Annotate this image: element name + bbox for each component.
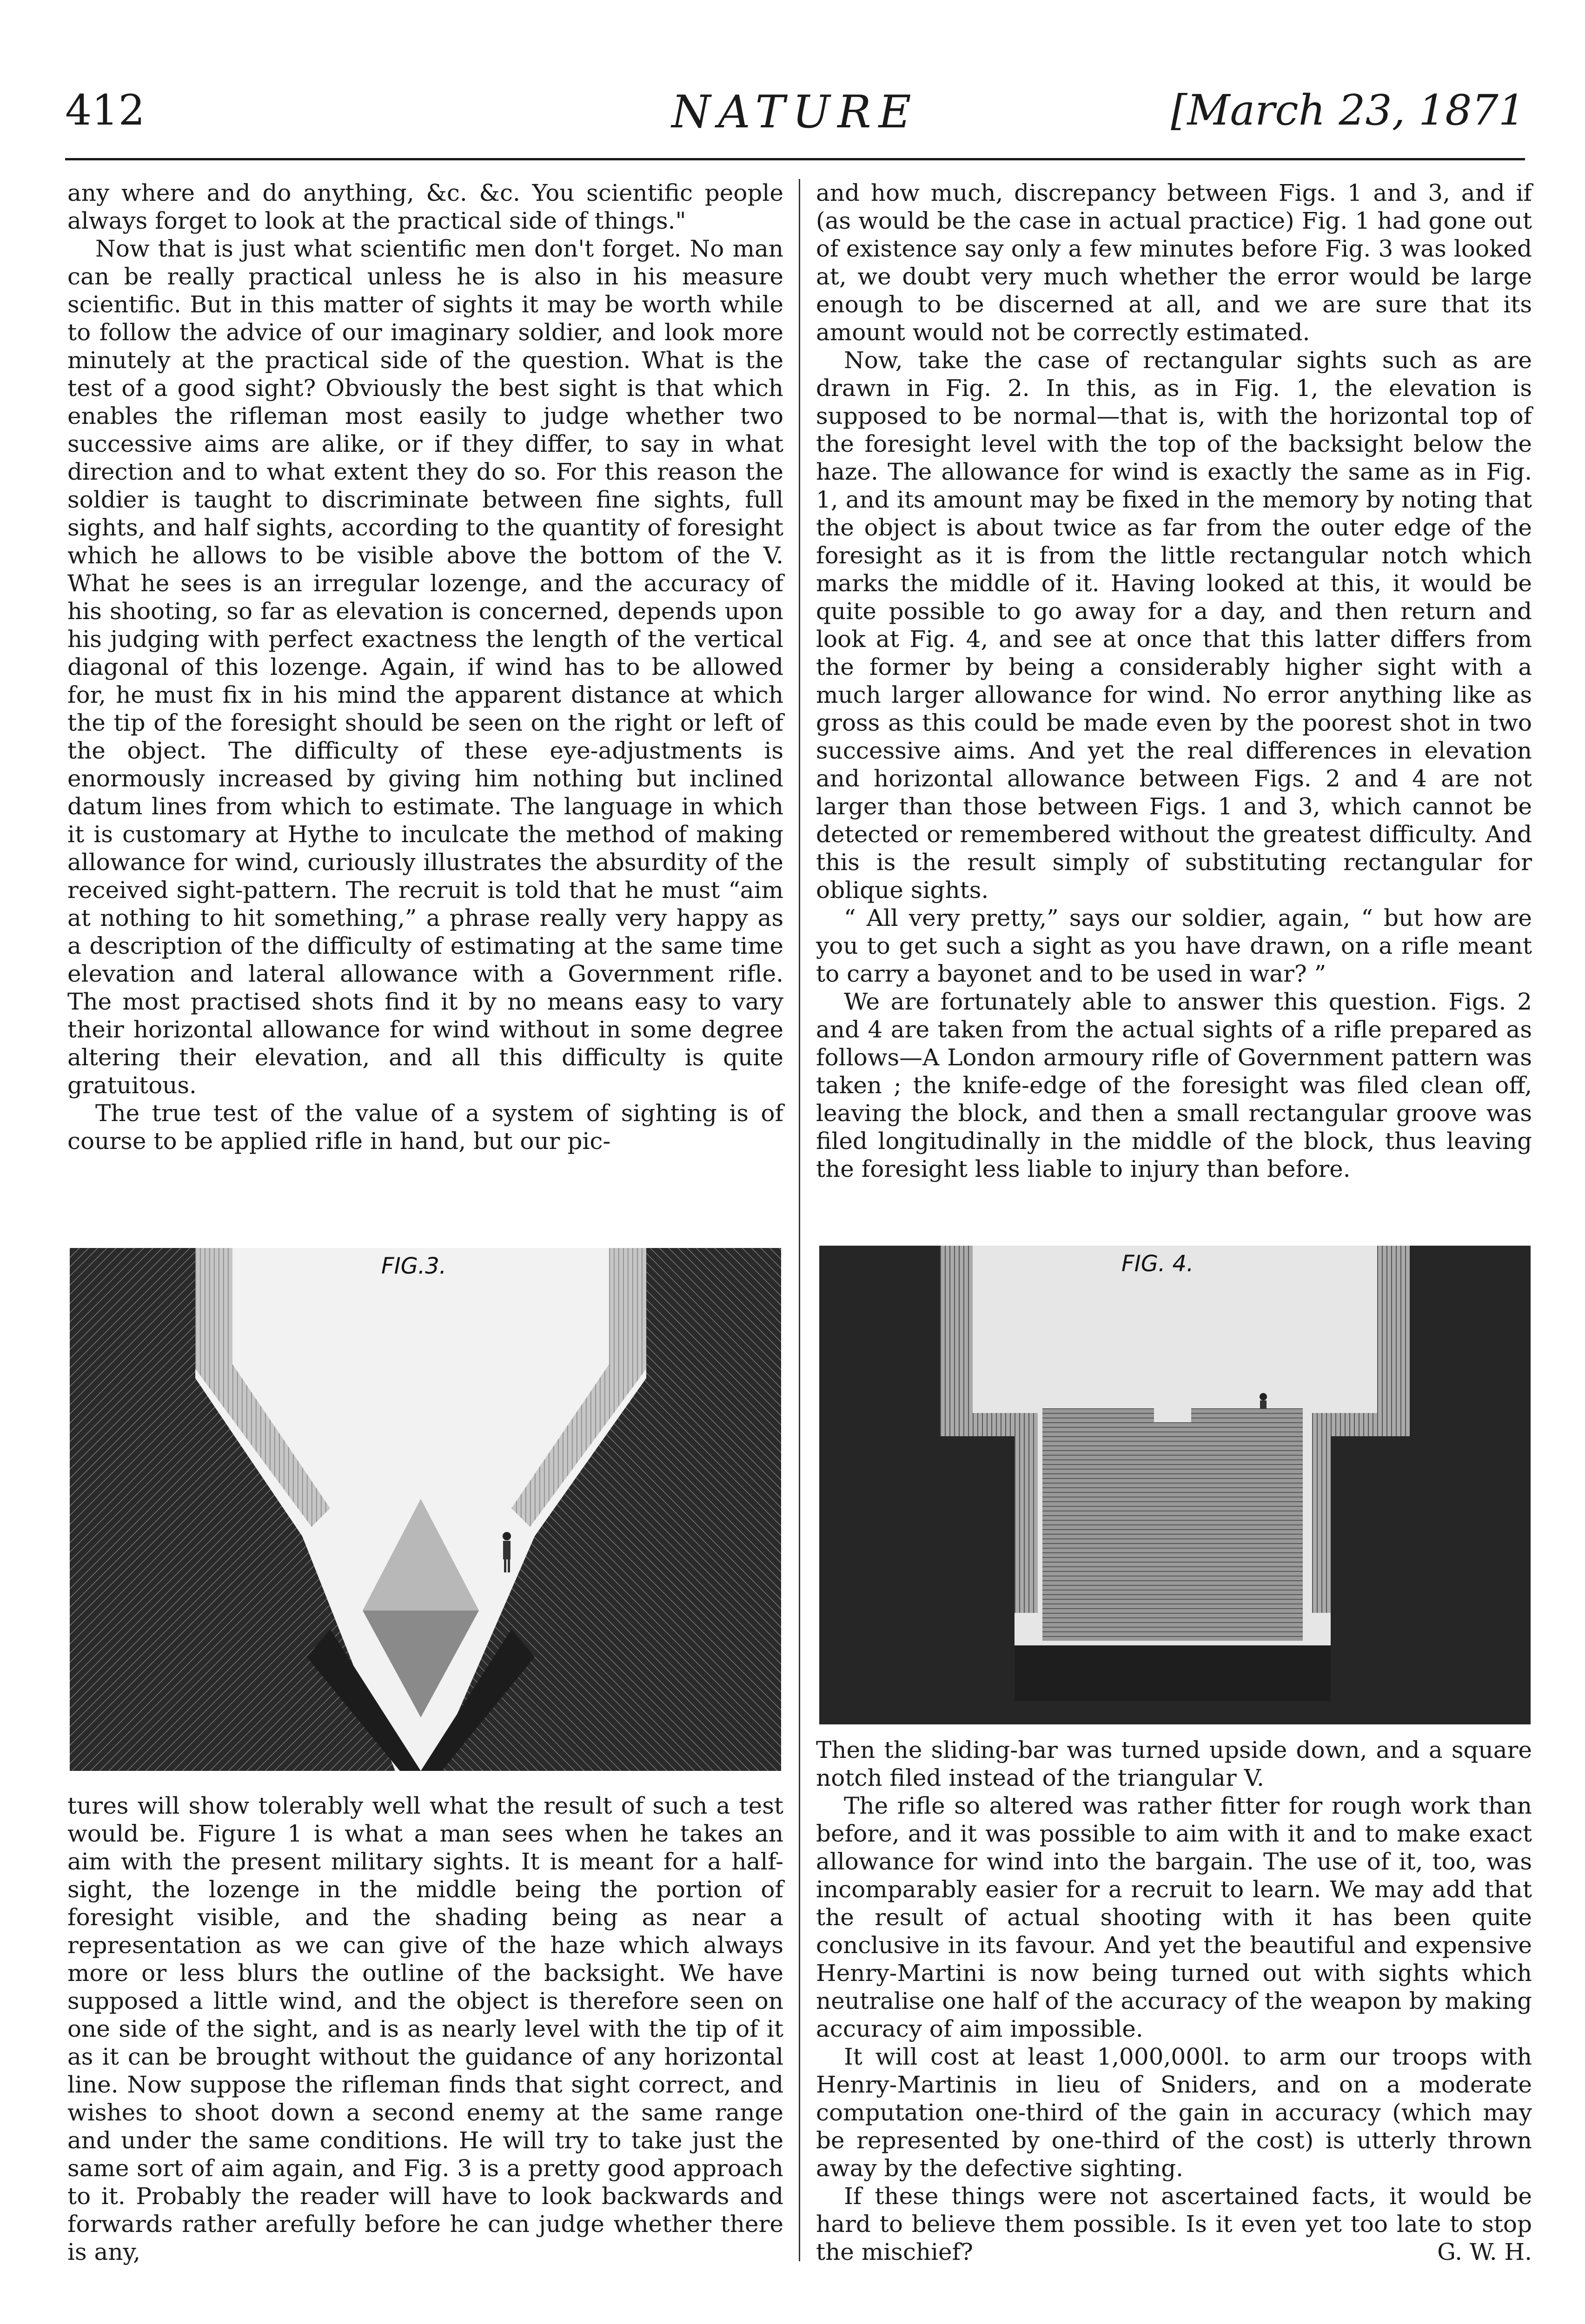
figure-3-illustration [70,1248,781,1771]
journal-masthead: NATURE [671,86,919,138]
paragraph: Now that is just what scientific men don't forget. No man can be really practical unless he is also in his measure scientific. But in this matter of sights it may be worth while to follow the advice of our imaginary soldier, and look more minutely at the practical side of the question. What is the test of a good sight? Obviously the best sight is that which enables the rifleman most easily to judge whether two successive aims are alike, or if they differ, to say in what direction and to what extent they do so. For this reason the soldier is taught to discriminate between fine sights, full sights, and half sights, according to the quantity of foresight which he allows to be visible above the bottom of the V. What he sees is an irregular lozenge, and the accuracy of his shooting, so far as elevation is concerned, depends upon his judging with perfect exactness the length of the vertical diagonal of this lozenge. Again, if wind has to be allowed for, he must fix in his mind the apparent distance at which the tip of the foresight should be seen on the right or left of the object. The difficulty of these eye-adjustments is enormously increased by giving him nothing but inclined datum lines from which to estimate. The language in which it is customary at Hythe to inculcate the method of making allowance for wind, curiously illustrates the absurdity of the received sight-pattern. The recruit is told that he must “aim at nothing to hit something,” a phrase really very happy as a description of the difficulty of estimating at the same time elevation and lateral allowance with a Government rifle. The most practised shots find it by no means easy to vary their horizontal allowance for wind without in some degree altering their elevation, and all this difficulty is quite gratuitous. [67,235,783,1099]
author-signature: G. W. H. [1437,2238,1532,2265]
right-column-bottom [816,1736,1532,2266]
target-figure [1260,1393,1267,1409]
page-header [65,86,1525,156]
paragraph: any where and do anything, &c. &c. You scientific people always forget to look at the practical side of things." [67,179,783,234]
paragraph: It will cost at least 1,000,000l. to arm our troops with Henry-Martinis in lieu of Sniders, and on a moderate computation one-third of the gain in accuracy (which may be represented by one-third of the cost) is utterly thrown away by the defective sighting. [816,2043,1532,2182]
figure-3 [70,1248,781,1771]
paragraph: and how much, discrepancy between Figs. 1 and 3, and if (as would be the case in actual practice) Fig. 1 had gone out of existence say only a few minutes before Fig. 3 was looked at, we doubt very much whether the error would be large enough to be discerned at all, and we are sure that its amount would not be correctly estimated. [816,179,1532,346]
figure-4-label: FIG. 4. [1121,1251,1194,1277]
paragraph: tures will show tolerably well what the result of such a test would be. Figure 1 is what a man sees when he takes an aim with the present military sights. It is meant for a half-sight, the lozenge in the middle being the portion of foresight visible, and the shading being as near a representation as we can give of the haze which always more or less blurs the outline of the backsight. We have supposed a little wind, and the object is therefore seen on one side of the sight, and is as nearly level with the tip of it as it can be brought without the guidance of any horizontal line. Now suppose the rifleman finds that sight correct, and wishes to shoot down a second enemy at the same range and under the same conditions. He will try to take just the same sort of aim again, and Fig. 3 is a pretty good approach to it. Probably the reader will have to look backwards and forwards rather arefully before he can judge whether there is any, [67,1792,783,2265]
foresight-block [1042,1408,1303,1641]
paragraph: “ All very pretty,” says our soldier, again, “ but how are you to get such a sight as you have drawn, on a rifle meant to carry a bayonet and to be used in war? ” [816,905,1532,987]
header-rule [65,158,1525,160]
page-number: 412 [65,86,145,135]
paragraph: We are fortunately able to answer this question. Figs. 2 and 4 are taken from the actual sights of a rifle prepared as follows—A London armoury rifle of Government pattern was taken ; the knife-edge of the foresight was filed clean off, leaving the block, and then a small rectangular groove was filed longitudinally in the middle of the block, thus leaving the foresight less liable to injury than before. [816,988,1532,1182]
paragraph: Now, take the case of rectangular sights such as are drawn in Fig. 2. In this, as in Fig. 1, the elevation is supposed to be normal—that is, with the horizontal top of the foresight level with the top of the backsight below the haze. The allowance for wind is exactly the same as in Fig. 1, and its amount may be fixed in the memory by noting that the object is about twice as far from the outer edge of the foresight as it is from the little rectangular notch which marks the middle of it. Having looked at this, it would be quite possible to go away for a day, and then return and look at Fig. 4, and see at once that this latter differs from the former by being a considerably higher sight with a much larger allowance for wind. No error anything like as gross as this could be made even by the poorest shot in two successive aims. And yet the real differences in elevation and horizontal allowance between Figs. 2 and 4 are not larger than those between Figs. 1 and 3, which cannot be detected or remembered without the greatest difficulty. And this is the result simply of substituting rectangular for oblique sights. [816,347,1532,904]
paragraph: The rifle so altered was rather fitter for rough work than before, and it was possible to aim with it and to make exact allowance for wind into the bargain. The use of it, too, was incomparably easier for a recruit to learn. We may add that the result of actual shooting with it has been quite conclusive in its favour. And yet the beautiful and expensive Henry-Martini is now being turned out with sights which neutralise one half of the accuracy of the weapon by making accuracy of aim impossible. [816,1792,1532,2042]
column-divider [799,179,800,2261]
paragraph: Then the sliding-bar was turned upside down, and a square notch filed instead of the triangular V. [816,1736,1532,1791]
issue-date: [March 23, 1871 [1171,86,1525,135]
figure-4 [819,1246,1531,1724]
left-column-top [67,179,783,1155]
final-sentence: If these things were not ascertained facts, it would be hard to believe them possible. Is it even yet too late to stop the mischief? [816,2183,1532,2265]
right-column-top [816,179,1532,1183]
paragraph-final [816,2182,1532,2266]
paragraph: The true test of the value of a system of sighting is of course to be applied rifle in hand, but our pic- [67,1100,783,1155]
figure-3-label: FIG.3. [381,1253,447,1279]
left-column-bottom [67,1792,783,2266]
figure-4-illustration [819,1246,1531,1724]
